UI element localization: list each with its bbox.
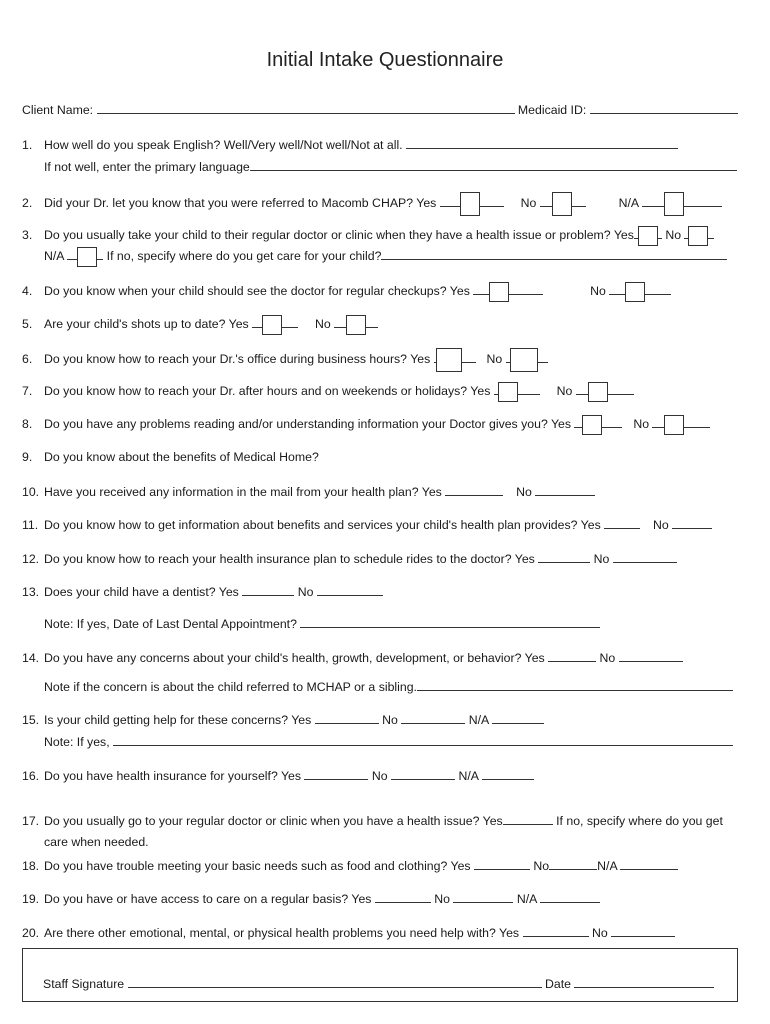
no-label: No: [556, 384, 573, 398]
question-text: Do you usually take your child to their regular doctor or clinic when they have a health issue or problem? Yes: [44, 228, 634, 242]
no-label: No: [382, 713, 398, 727]
q8-no-checkbox[interactable]: [664, 415, 684, 435]
no-label: No: [653, 518, 669, 532]
question-text: Do you know when your child should see the doctor for regular checkups? Yes: [44, 284, 470, 298]
question-text: Do you have any concerns about your child's health, growth, development, or behavior? Yes: [44, 651, 545, 665]
no-label: No: [520, 196, 537, 210]
q10-no-field[interactable]: [535, 483, 595, 496]
question-text: Do you have or have access to care on a regular basis? Yes: [44, 892, 372, 906]
question-number: 7.: [22, 384, 33, 398]
question-7: [22, 382, 634, 400]
q2-no-checkbox[interactable]: [552, 192, 572, 216]
question-8: [22, 415, 710, 433]
question-number: 8.: [22, 417, 33, 431]
question-number: 11.: [22, 518, 39, 532]
q18-na-field[interactable]: [620, 857, 678, 870]
question-5: [22, 315, 378, 333]
question-16: [22, 767, 534, 785]
question-17-sub: [44, 834, 149, 850]
q15-no-field[interactable]: [401, 711, 465, 724]
last-dental-date-field[interactable]: [300, 615, 600, 628]
q2-yes-checkbox[interactable]: [460, 192, 480, 216]
q3-yes-checkbox[interactable]: [638, 226, 658, 246]
q15-na-field[interactable]: [492, 711, 544, 724]
question-1-sub: [44, 158, 737, 175]
question-number: 12.: [22, 552, 40, 566]
question-text: Do you know about the benefits of Medical Home?: [44, 450, 319, 464]
question-17: [22, 812, 723, 830]
question-text: Did your Dr. let you know that you were referred to Macomb CHAP? Yes: [44, 196, 437, 210]
medicaid-id-label: Medicaid ID:: [517, 103, 587, 117]
question-text: Do you know how to reach your Dr.'s office during business hours? Yes: [44, 352, 431, 366]
q19-no-field[interactable]: [453, 890, 513, 903]
no-label: No: [590, 284, 606, 298]
na-label: N/A: [516, 892, 537, 906]
no-label: No: [593, 552, 610, 566]
primary-language-field[interactable]: [250, 158, 737, 171]
q3-na-checkbox[interactable]: [77, 247, 97, 267]
question-subtext: Note: If yes, Date of Last Dental Appointment?: [44, 617, 297, 631]
question-number: 10.: [22, 485, 40, 499]
no-label: No: [434, 892, 451, 906]
no-label: No: [486, 352, 503, 366]
question-15: [22, 711, 544, 729]
question-13: [22, 583, 383, 601]
medicaid-id-field[interactable]: [590, 101, 738, 114]
q6-yes-checkbox[interactable]: [436, 348, 462, 372]
question-number: 19.: [22, 892, 40, 906]
form-title: Initial Intake Questionnaire: [266, 49, 504, 71]
question-14-sub: [44, 678, 733, 695]
signature-row: [43, 975, 714, 991]
q7-no-checkbox[interactable]: [588, 382, 608, 402]
question-number: 16.: [22, 769, 40, 783]
question-number: 3.: [22, 228, 33, 242]
q13-yes-field[interactable]: [242, 583, 294, 596]
q6-no-checkbox[interactable]: [510, 348, 538, 372]
q20-yes-field[interactable]: [523, 924, 589, 937]
question-6: [22, 348, 548, 366]
client-name-label: Client Name:: [22, 103, 94, 117]
question-text: Are there other emotional, mental, or physical health problems you need help with? Yes: [44, 926, 520, 940]
help-details-field[interactable]: [113, 733, 733, 746]
q11-yes-field[interactable]: [604, 516, 640, 529]
question-text: Does your child have a dentist? Yes: [44, 585, 239, 599]
question-subtext: If not well, enter the primary language: [44, 160, 250, 174]
q5-yes-checkbox[interactable]: [262, 315, 282, 335]
question-text-continued: If no, specify where do you get: [556, 814, 723, 828]
staff-signature-label: Staff Signature: [43, 977, 125, 991]
date-field[interactable]: [574, 975, 714, 988]
question-number: 13.: [22, 585, 40, 599]
q4-yes-checkbox[interactable]: [489, 282, 509, 302]
client-name-field[interactable]: [97, 101, 515, 114]
english-level-field[interactable]: [406, 136, 678, 149]
q12-yes-field[interactable]: [538, 550, 590, 563]
question-19: [22, 890, 600, 908]
na-label: N/A: [597, 859, 617, 873]
client-info-row: [22, 101, 738, 119]
question-number: 1.: [22, 138, 33, 152]
q16-no-field[interactable]: [391, 767, 455, 780]
q19-yes-field[interactable]: [375, 890, 431, 903]
concern-subject-field[interactable]: [417, 678, 733, 691]
question-text: Do you know how to reach your health insurance plan to schedule rides to the doctor? Yes: [44, 552, 535, 566]
q14-yes-field[interactable]: [548, 649, 596, 662]
question-number: 2.: [22, 196, 33, 210]
question-3-sub: [44, 247, 727, 267]
question-text: Do you know how to get information about benefits and services your child's health plan provides? Yes: [44, 518, 601, 532]
question-14: [22, 649, 683, 667]
question-12: [22, 550, 677, 568]
question-subtext: care when needed.: [44, 835, 149, 849]
question-20: [22, 924, 675, 942]
question-number: 20.: [22, 926, 40, 940]
q10-yes-field[interactable]: [445, 483, 503, 496]
q3-no-checkbox[interactable]: [688, 226, 708, 246]
q13-no-field[interactable]: [317, 583, 383, 596]
care-location-field[interactable]: [381, 247, 727, 260]
staff-signature-box: [22, 948, 738, 1002]
no-label: No: [516, 485, 532, 499]
q14-no-field[interactable]: [619, 649, 683, 662]
q15-yes-field[interactable]: [315, 711, 379, 724]
question-number: 9.: [22, 450, 33, 464]
q11-no-field[interactable]: [672, 516, 712, 529]
no-label: No: [297, 585, 314, 599]
question-13-sub: [44, 615, 600, 632]
question-18: [22, 857, 678, 875]
question-number: 6.: [22, 352, 33, 366]
question-9: [22, 449, 319, 467]
question-number: 4.: [22, 284, 33, 298]
question-number: 15.: [22, 713, 40, 727]
question-15-sub: [44, 733, 733, 750]
question-subtext: If no, specify where do you get care for your child?: [106, 249, 382, 263]
question-2: [22, 192, 722, 210]
q17-yes-field[interactable]: [503, 812, 553, 825]
no-label: No: [665, 228, 682, 242]
q18-no-field[interactable]: [549, 857, 597, 870]
question-text: Are your child's shots up to date? Yes: [44, 317, 249, 331]
question-subtext: Note: If yes,: [44, 735, 110, 749]
na-label: N/A: [618, 196, 639, 210]
question-text: Do you have trouble meeting your basic needs such as food and clothing? Yes: [44, 859, 471, 873]
na-label: N/A: [44, 249, 64, 263]
no-label: No: [599, 651, 616, 665]
no-label: No: [533, 859, 550, 873]
question-1: [22, 136, 678, 154]
date-label: Date: [544, 977, 571, 991]
question-10: [22, 483, 595, 501]
question-11: [22, 516, 712, 534]
question-text: How well do you speak English? Well/Very well/Not well/Not at all.: [44, 138, 403, 152]
question-text: Do you have health insurance for yourself? Yes: [44, 769, 302, 783]
question-text: Have you received any information in the mail from your health plan? Yes: [44, 485, 442, 499]
question-text: Is your child getting help for these concerns? Yes: [44, 713, 312, 727]
question-subtext: Note if the concern is about the child referred to MCHAP or a sibling.: [44, 680, 417, 694]
question-number: 14.: [22, 651, 40, 665]
no-label: No: [371, 769, 388, 783]
q2-na-checkbox[interactable]: [664, 192, 684, 216]
q8-yes-checkbox[interactable]: [582, 415, 602, 435]
q4-no-checkbox[interactable]: [625, 282, 645, 302]
q16-yes-field[interactable]: [304, 767, 368, 780]
question-number: 17.: [22, 814, 40, 828]
q12-no-field[interactable]: [613, 550, 677, 563]
na-label: N/A: [468, 713, 489, 727]
question-text: Do you know how to reach your Dr. after hours and on weekends or holidays? Yes: [44, 384, 491, 398]
question-text: Do you usually go to your regular doctor or clinic when you have a health issue? Yes: [44, 814, 503, 828]
no-label: No: [314, 317, 331, 331]
q5-no-checkbox[interactable]: [346, 315, 366, 335]
question-text: Do you have any problems reading and/or understanding information your Doctor gives you? Yes: [44, 417, 572, 431]
question-4: [22, 282, 671, 300]
q18-yes-field[interactable]: [474, 857, 530, 870]
question-3: [22, 226, 714, 244]
q20-no-field[interactable]: [611, 924, 675, 937]
no-label: No: [633, 417, 650, 431]
q16-na-field[interactable]: [482, 767, 534, 780]
no-label: No: [591, 926, 608, 940]
q19-na-field[interactable]: [540, 890, 600, 903]
question-number: 18.: [22, 859, 40, 873]
staff-signature-field[interactable]: [128, 975, 542, 988]
q7-yes-checkbox[interactable]: [498, 382, 518, 402]
question-number: 5.: [22, 317, 33, 331]
na-label: N/A: [458, 769, 479, 783]
